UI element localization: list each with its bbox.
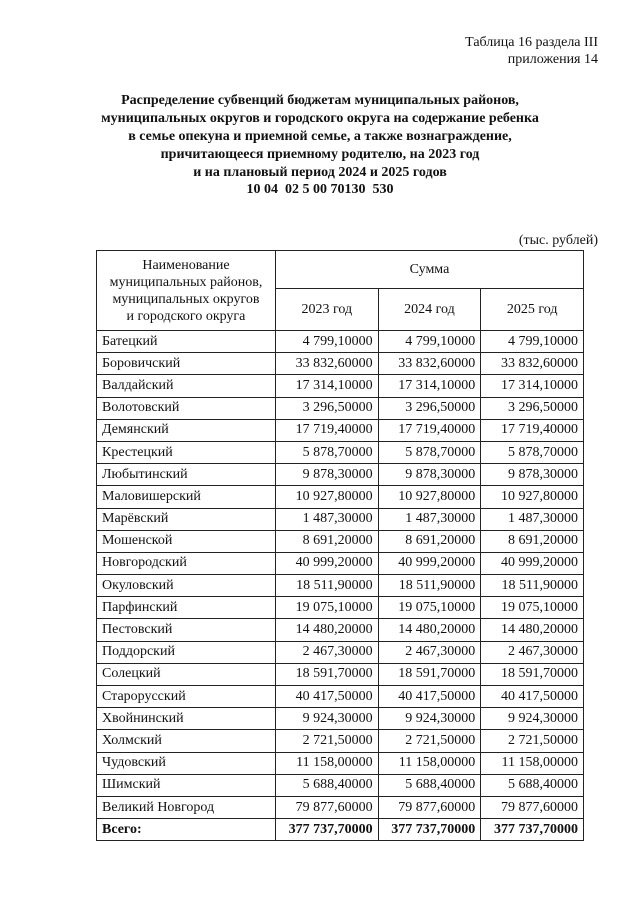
amount-2024: 40 999,20000 bbox=[378, 552, 481, 574]
amount-2024: 79 877,60000 bbox=[378, 796, 481, 818]
table-row bbox=[97, 464, 584, 486]
document-title bbox=[60, 92, 580, 182]
amount-2024: 10 927,80000 bbox=[378, 486, 481, 508]
amount-2024: 11 158,00000 bbox=[378, 752, 481, 774]
amount-2023: 9 878,30000 bbox=[275, 464, 378, 486]
amount-2023: 1 487,30000 bbox=[275, 508, 378, 530]
amount-2023: 8 691,20000 bbox=[275, 530, 378, 552]
amount-2024: 33 832,60000 bbox=[378, 353, 481, 375]
amount-2025: 9 878,30000 bbox=[481, 464, 584, 486]
amount-2025: 17 719,40000 bbox=[481, 419, 584, 441]
amount-2023: 10 927,80000 bbox=[275, 486, 378, 508]
amount-2024: 14 480,20000 bbox=[378, 619, 481, 641]
amount-2024: 5 688,40000 bbox=[378, 774, 481, 796]
amount-2024: 40 417,50000 bbox=[378, 686, 481, 708]
title-line: и на плановый период 2024 и 2025 годов bbox=[193, 165, 447, 180]
amount-2025: 1 487,30000 bbox=[481, 508, 584, 530]
district-name: Боровичский bbox=[97, 353, 276, 375]
amount-2024: 9 878,30000 bbox=[378, 464, 481, 486]
ref-line: Таблица 16 раздела III bbox=[465, 35, 598, 50]
district-name: Маловишерский bbox=[97, 486, 276, 508]
amount-2025: 3 296,50000 bbox=[481, 397, 584, 419]
table-row bbox=[97, 530, 584, 552]
table-reference bbox=[465, 34, 598, 68]
table-row bbox=[97, 663, 584, 685]
title-line: в семье опекуна и приемной семье, а также вознаграждение, bbox=[128, 129, 512, 144]
table-row bbox=[97, 552, 584, 574]
district-name: Новгородский bbox=[97, 552, 276, 574]
amount-2024: 19 075,10000 bbox=[378, 597, 481, 619]
district-name: Солецкий bbox=[97, 663, 276, 685]
title-line: Распределение субвенций бюджетам муниципальных районов, bbox=[121, 93, 519, 108]
amount-2023: 17 314,10000 bbox=[275, 375, 378, 397]
amount-2024: 3 296,50000 bbox=[378, 397, 481, 419]
amount-2023: 11 158,00000 bbox=[275, 752, 378, 774]
amount-2025: 2 721,50000 bbox=[481, 730, 584, 752]
table-row bbox=[97, 331, 584, 353]
amount-2025: 19 075,10000 bbox=[481, 597, 584, 619]
table-row bbox=[97, 597, 584, 619]
amount-2023: 4 799,10000 bbox=[275, 331, 378, 353]
amount-2025: 17 314,10000 bbox=[481, 375, 584, 397]
amount-2024: 2 467,30000 bbox=[378, 641, 481, 663]
amount-2025: 33 832,60000 bbox=[481, 353, 584, 375]
district-name: Пестовский bbox=[97, 619, 276, 641]
amount-2023: 18 591,70000 bbox=[275, 663, 378, 685]
amount-2023: 40 417,50000 bbox=[275, 686, 378, 708]
amount-2025: 2 467,30000 bbox=[481, 641, 584, 663]
table-row bbox=[97, 774, 584, 796]
header-line: муниципальных округов bbox=[112, 291, 260, 307]
amount-2025: 5 878,70000 bbox=[481, 441, 584, 463]
district-name: Холмский bbox=[97, 730, 276, 752]
amount-2024: 1 487,30000 bbox=[378, 508, 481, 530]
amount-2023: 17 719,40000 bbox=[275, 419, 378, 441]
amount-2023: 5 688,40000 bbox=[275, 774, 378, 796]
total-label: Всего: bbox=[97, 819, 276, 841]
table-row bbox=[97, 708, 584, 730]
amount-2023: 2 721,50000 bbox=[275, 730, 378, 752]
amount-2024: 17 719,40000 bbox=[378, 419, 481, 441]
amount-2024: 4 799,10000 bbox=[378, 331, 481, 353]
district-name: Демянский bbox=[97, 419, 276, 441]
total-row bbox=[97, 819, 584, 841]
amount-2024: 5 878,70000 bbox=[378, 441, 481, 463]
table-row bbox=[97, 375, 584, 397]
header-line: Наименование bbox=[142, 257, 230, 273]
amount-2024: 18 591,70000 bbox=[378, 663, 481, 685]
title-line: причитающееся приемному родителю, на 2023 год bbox=[160, 147, 480, 162]
table-row bbox=[97, 353, 584, 375]
amount-2024: 18 511,90000 bbox=[378, 575, 481, 597]
amount-2025: 40 417,50000 bbox=[481, 686, 584, 708]
amount-2024: 8 691,20000 bbox=[378, 530, 481, 552]
column-header-name bbox=[97, 251, 276, 331]
amount-2023: 18 511,90000 bbox=[275, 575, 378, 597]
amount-2023: 33 832,60000 bbox=[275, 353, 378, 375]
table-row bbox=[97, 575, 584, 597]
amount-2025: 18 511,90000 bbox=[481, 575, 584, 597]
distribution-table bbox=[96, 250, 584, 841]
district-name: Старорусский bbox=[97, 686, 276, 708]
table-row bbox=[97, 730, 584, 752]
total-2024: 377 737,70000 bbox=[378, 819, 481, 841]
amount-2025: 9 924,30000 bbox=[481, 708, 584, 730]
district-name: Окуловский bbox=[97, 575, 276, 597]
table-row bbox=[97, 486, 584, 508]
column-header-sum: Сумма bbox=[275, 251, 583, 289]
district-name: Хвойнинский bbox=[97, 708, 276, 730]
amount-2023: 9 924,30000 bbox=[275, 708, 378, 730]
column-header-2025: 2025 год bbox=[481, 289, 584, 331]
district-name: Марёвский bbox=[97, 508, 276, 530]
district-name: Батецкий bbox=[97, 331, 276, 353]
amount-2023: 5 878,70000 bbox=[275, 441, 378, 463]
amount-2023: 19 075,10000 bbox=[275, 597, 378, 619]
header-row bbox=[97, 251, 584, 289]
column-header-2024: 2024 год bbox=[378, 289, 481, 331]
district-name: Мошенской bbox=[97, 530, 276, 552]
amount-2025: 10 927,80000 bbox=[481, 486, 584, 508]
table-body bbox=[97, 331, 584, 841]
amount-2023: 79 877,60000 bbox=[275, 796, 378, 818]
amount-2025: 79 877,60000 bbox=[481, 796, 584, 818]
amount-2023: 14 480,20000 bbox=[275, 619, 378, 641]
district-name: Парфинский bbox=[97, 597, 276, 619]
amount-2025: 14 480,20000 bbox=[481, 619, 584, 641]
table-row bbox=[97, 441, 584, 463]
total-2023: 377 737,70000 bbox=[275, 819, 378, 841]
district-name: Шимский bbox=[97, 774, 276, 796]
amount-2025: 11 158,00000 bbox=[481, 752, 584, 774]
unit-label: (тыс. рублей) bbox=[518, 233, 598, 248]
table-row bbox=[97, 752, 584, 774]
header-line: муниципальных районов, bbox=[109, 274, 263, 290]
district-name: Поддорский bbox=[97, 641, 276, 663]
amount-2024: 9 924,30000 bbox=[378, 708, 481, 730]
district-name: Валдайский bbox=[97, 375, 276, 397]
amount-2025: 40 999,20000 bbox=[481, 552, 584, 574]
amount-2023: 40 999,20000 bbox=[275, 552, 378, 574]
district-name: Крестецкий bbox=[97, 441, 276, 463]
table-row bbox=[97, 397, 584, 419]
table-row bbox=[97, 419, 584, 441]
table-row bbox=[97, 508, 584, 530]
amount-2024: 17 314,10000 bbox=[378, 375, 481, 397]
budget-code: 10 04 02 5 00 70130 530 bbox=[246, 182, 394, 197]
amount-2023: 2 467,30000 bbox=[275, 641, 378, 663]
header-line: и городского округа bbox=[126, 308, 246, 324]
district-name: Великий Новгород bbox=[97, 796, 276, 818]
district-name: Любытинский bbox=[97, 464, 276, 486]
title-line: муниципальных округов и городского округа на содержание ребенка bbox=[101, 111, 539, 126]
table-row bbox=[97, 619, 584, 641]
table-row bbox=[97, 641, 584, 663]
table-row bbox=[97, 796, 584, 818]
ref-line: приложения 14 bbox=[507, 52, 598, 67]
amount-2024: 2 721,50000 bbox=[378, 730, 481, 752]
amount-2025: 5 688,40000 bbox=[481, 774, 584, 796]
amount-2025: 8 691,20000 bbox=[481, 530, 584, 552]
column-header-2023: 2023 год bbox=[275, 289, 378, 331]
district-name: Волотовский bbox=[97, 397, 276, 419]
amount-2025: 4 799,10000 bbox=[481, 331, 584, 353]
amount-2023: 3 296,50000 bbox=[275, 397, 378, 419]
district-name: Чудовский bbox=[97, 752, 276, 774]
amount-2025: 18 591,70000 bbox=[481, 663, 584, 685]
total-2025: 377 737,70000 bbox=[481, 819, 584, 841]
table-row bbox=[97, 686, 584, 708]
